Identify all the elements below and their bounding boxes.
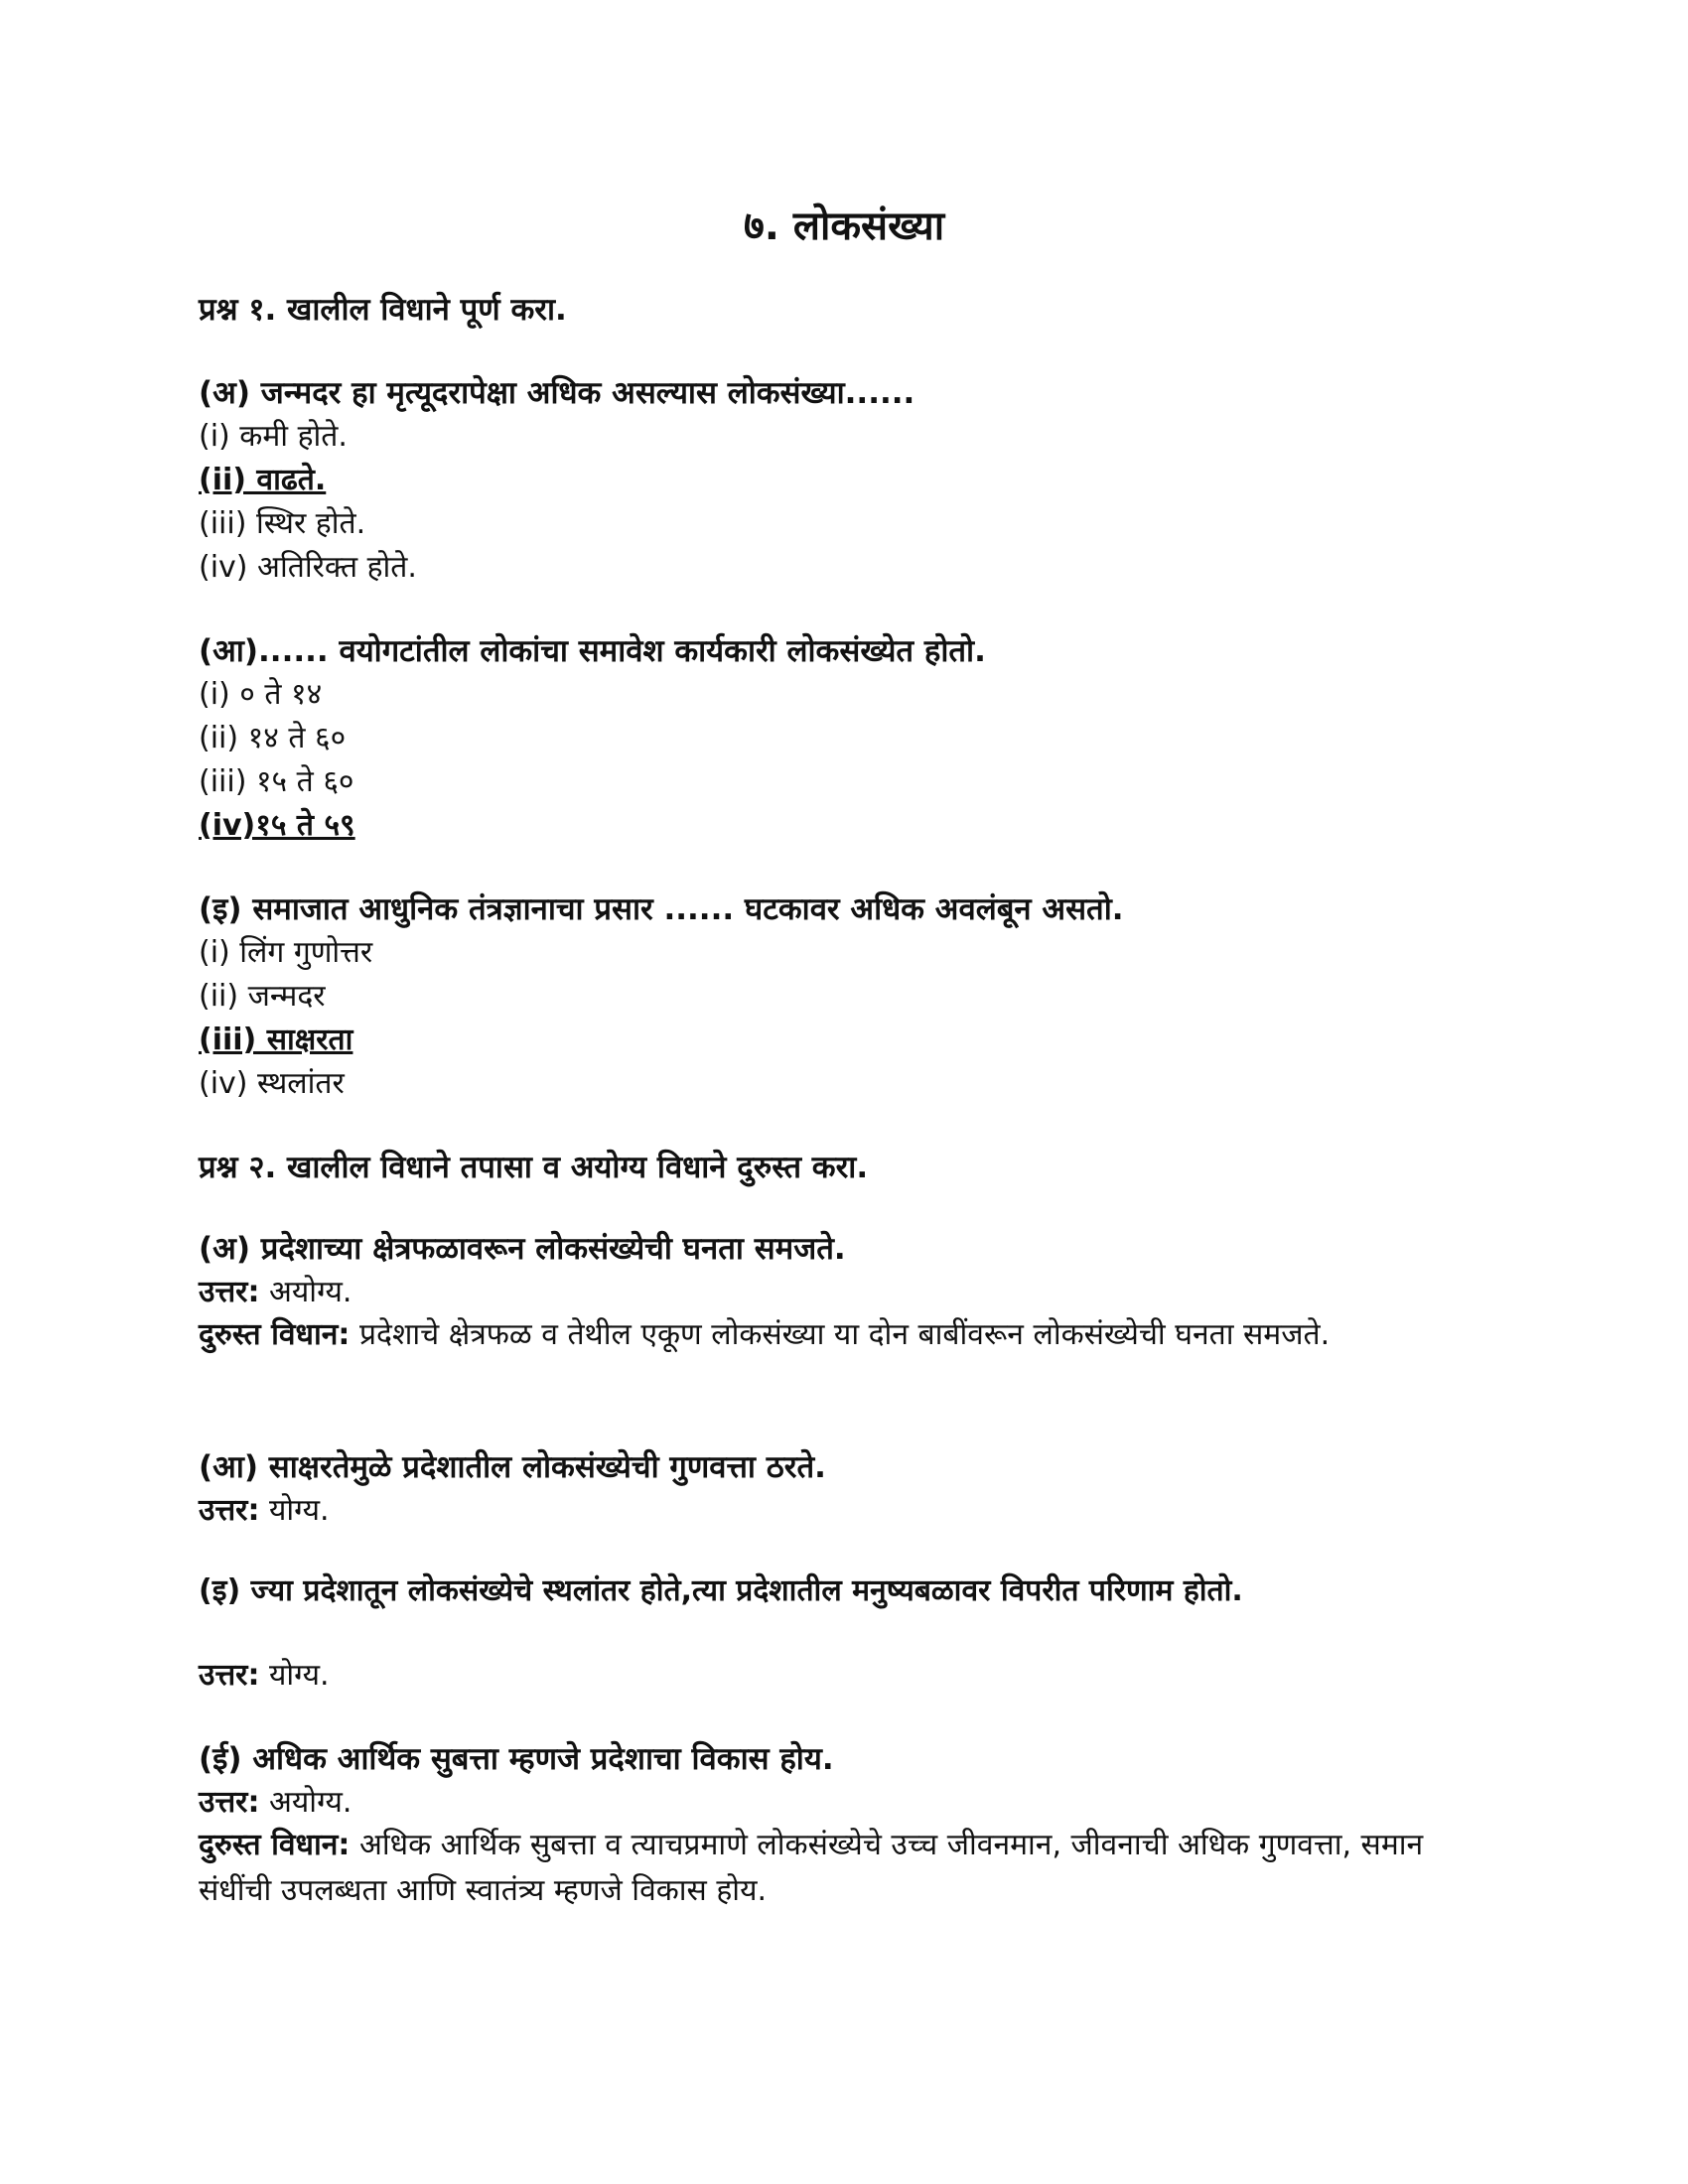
q1-aa-question: (आ)...... वयोगटांतील लोकांचा समावेश कार्यकारी लोकसंख्येत होतो. xyxy=(199,633,986,669)
q1-aa-option-1: (i) ० ते १४ xyxy=(199,677,323,712)
q1-a-option-1: (i) कमी होते. xyxy=(199,419,348,454)
correction-label: दुरुस्त विधान: xyxy=(199,1828,351,1862)
q1-i-option-2: (ii) जन्मदर xyxy=(199,979,326,1014)
q2-ii-statement: (ई) अधिक आर्थिक सुबत्ता म्हणजे प्रदेशाचा विकास होय. xyxy=(199,1741,834,1777)
q2-i-statement: (इ) ज्या प्रदेशातून लोकसंख्येचे स्थलांतर होते,त्या प्रदेशातील मनुष्यबळावर विपरीत परिणाम होतो. xyxy=(199,1573,1243,1608)
q1-aa-option-2: (ii) १४ ते ६० xyxy=(199,721,347,755)
answer-label: उत्तर: xyxy=(199,1275,260,1309)
correction-text: प्रदेशाचे क्षेत्रफळ व तेथील एकूण लोकसंख्या या दोन बाबींवरून लोकसंख्येची घनता समजते. xyxy=(358,1317,1331,1352)
q1-a-option-3: (iii) स्थिर होते. xyxy=(199,506,366,541)
q2-ii-answer xyxy=(199,1781,352,1825)
q1-a-option-4: (iv) अतिरिक्त होते. xyxy=(199,550,417,585)
correction-text: अधिक आर्थिक सुबत्ता व त्याचप्रमाणे लोकसंख्येचे उच्च जीवनमान, जीवनाची अधिक गुणवत्ता, समान संधींची उपलब्धता आणि स्वातंत्र्य म्हणजे विकास होय. xyxy=(199,1828,1424,1908)
q1-i-option-3-correct: (iii) साक्षरता xyxy=(199,1023,353,1057)
q2-ii-correction xyxy=(199,1823,1450,1914)
q2-aa-answer xyxy=(199,1489,330,1533)
answer-value: अयोग्य. xyxy=(268,1785,352,1820)
answer-label: उत्तर: xyxy=(199,1785,260,1820)
answer-label: उत्तर: xyxy=(199,1493,260,1528)
answer-value: अयोग्य. xyxy=(268,1275,352,1309)
q1-aa-option-4-correct: (iv)१५ ते ५९ xyxy=(199,808,355,843)
q2-i-answer xyxy=(199,1654,330,1698)
q1-a-option-2-correct: (ii) वाढते. xyxy=(199,463,327,497)
q1-aa-option-3: (iii) १५ ते ६० xyxy=(199,764,354,799)
q1-i-option-4: (iv) स्थलांतर xyxy=(199,1066,345,1101)
q2-a-answer xyxy=(199,1271,352,1314)
q1-a-question: (अ) जन्मदर हा मृत्यूदरापेक्षा अधिक असल्यास लोकसंख्या...... xyxy=(199,375,915,411)
q2-a-correction xyxy=(199,1312,1450,1358)
answer-label: उत्तर: xyxy=(199,1658,260,1693)
q2-a-statement: (अ) प्रदेशाच्या क्षेत्रफळावरून लोकसंख्येची घनता समजते. xyxy=(199,1231,846,1267)
correction-label: दुरुस्त विधान: xyxy=(199,1317,351,1352)
page-title: ७. लोकसंख्या xyxy=(743,204,945,249)
q2-heading: प्रश्न २. खालील विधाने तपासा व अयोग्य विधाने दुरुस्त करा. xyxy=(199,1150,869,1185)
answer-value: योग्य. xyxy=(268,1493,330,1528)
answer-value: योग्य. xyxy=(268,1658,330,1693)
q2-aa-statement: (आ) साक्षरतेमुळे प्रदेशातील लोकसंख्येची गुणवत्ता ठरते. xyxy=(199,1449,826,1485)
q1-i-option-1: (i) लिंग गुणोत्तर xyxy=(199,935,373,970)
q1-i-question: (इ) समाजात आधुनिक तंत्रज्ञानाचा प्रसार ...... घटकावर अधिक अवलंबून असतो. xyxy=(199,891,1124,927)
q1-heading: प्रश्न १. खालील विधाने पूर्ण करा. xyxy=(199,292,567,328)
document-page xyxy=(199,0,1519,2184)
